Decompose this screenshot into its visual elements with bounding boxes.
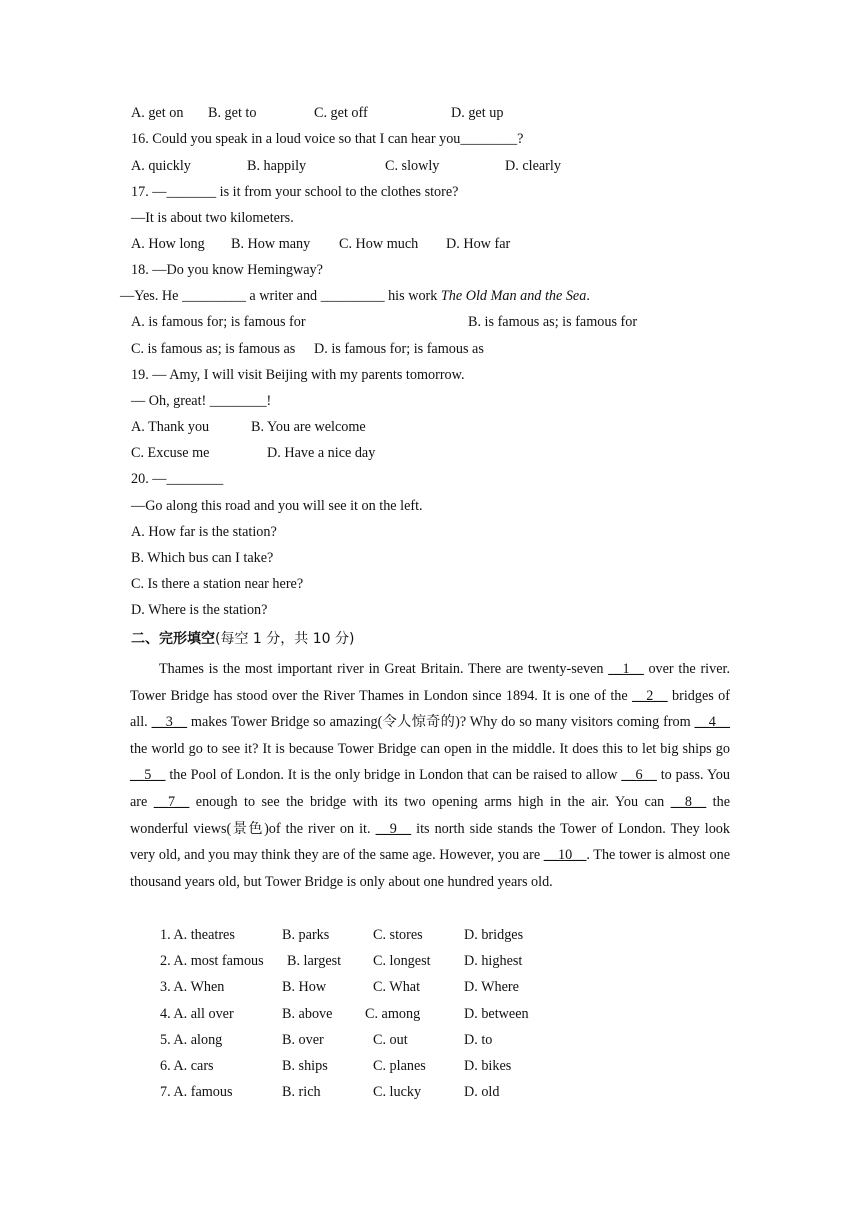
cloze-blank: __2__ — [632, 687, 668, 704]
q16-stem: 16. Could you speak in a loud voice so that I can hear you________? — [131, 131, 524, 147]
q15-option-d: D. get up — [451, 105, 504, 121]
cloze-blank: __5__ — [130, 767, 166, 784]
q19-stem: 19. — Amy, I will visit Beijing with my parents tomorrow. — [131, 367, 465, 383]
cloze-option-6-d: D. bikes — [464, 1058, 512, 1074]
cloze-option-5-d: D. to — [464, 1031, 493, 1048]
cloze-blank: __9__ — [375, 820, 412, 837]
cloze-heading-title: 二、完形填空 — [131, 631, 215, 647]
cloze-option-2-c: C. longest — [373, 953, 431, 970]
cloze-option-6-c: C. planes — [373, 1058, 426, 1074]
cloze-option-3-a: 3. A. When — [160, 979, 225, 996]
q16-option-d: D. clearly — [505, 158, 561, 174]
cloze-option-2-a: 2. A. most famous — [160, 953, 264, 970]
q18-option-c: C. is famous as; is famous as — [131, 341, 296, 357]
q18-option-a: A. is famous for; is famous for — [131, 314, 306, 330]
passage-text: its north side stands the Tower of London. They look very old, and you may think they are of the same age. However, you are — [130, 820, 730, 864]
passage-text: enough to see the bridge with its two opening arms high in the air. You can — [189, 793, 671, 810]
cloze-option-1-d: D. bridges — [464, 927, 524, 943]
passage-text: over the river. Tower Bridge has stood over the River Thames in London since 1894. It is one of the — [130, 661, 730, 704]
q18-reply-end: . — [586, 288, 590, 304]
cloze-option-2-b: B. largest — [287, 953, 342, 970]
cloze-option-7-d: D. old — [464, 1084, 500, 1101]
q18-book-title: The Old Man and the Sea — [440, 288, 587, 304]
cloze-option-5-a: 5. A. along — [160, 1031, 223, 1048]
cloze-blank: __3__ — [151, 714, 188, 731]
passage-text: Thames is the most important river in Great Britain. There are twenty-seven — [159, 661, 609, 677]
q20-reply: —Go along this road and you will see it on the left. — [131, 498, 423, 514]
passage-text: the wonderful views(景色)of the river on it. — [130, 793, 730, 837]
q16-option-a: A. quickly — [131, 158, 191, 174]
cloze-option-7-c: C. lucky — [373, 1084, 422, 1101]
cloze-section-heading — [131, 628, 354, 648]
cloze-blank: __4__ — [694, 714, 730, 731]
q18-option-b: B. is famous as; is famous for — [468, 314, 638, 330]
cloze-blank: __6__ — [621, 767, 657, 784]
q18-reply-text: —Yes. He _________ a writer and _________ his work — [120, 288, 441, 304]
passage-text: . The tower is almost one thousand years old, but Tower Bridge is only about one hundred years old. — [130, 847, 730, 890]
q20-stem: 20. —________ — [131, 471, 224, 487]
q20-option-b: B. Which bus can I take? — [131, 550, 274, 566]
q20-option-a: A. How far is the station? — [131, 524, 277, 540]
q17-option-c: C. How much — [339, 236, 419, 252]
cloze-blank: __7__ — [153, 793, 190, 810]
cloze-blank: __10__ — [543, 847, 587, 864]
q18-option-d: D. is famous for; is famous as — [314, 341, 484, 357]
cloze-option-1-b: B. parks — [282, 927, 330, 943]
cloze-option-1-c: C. stores — [373, 927, 423, 943]
cloze-option-2-d: D. highest — [464, 953, 523, 970]
cloze-blank: __1__ — [608, 661, 644, 677]
cloze-option-3-d: D. Where — [464, 979, 519, 996]
q19-option-c: C. Excuse me — [131, 445, 210, 461]
cloze-option-6-b: B. ships — [282, 1058, 328, 1074]
cloze-option-4-d: D. between — [464, 1005, 529, 1022]
cloze-option-4-b: B. above — [282, 1005, 333, 1022]
q20-option-c: C. Is there a station near here? — [131, 576, 304, 592]
passage-text: makes Tower Bridge so amazing(令人惊奇的)? Why do so many visitors coming from — [187, 714, 695, 731]
q18-reply — [120, 287, 590, 305]
q19-option-b: B. You are welcome — [251, 419, 366, 435]
cloze-passage — [130, 656, 730, 895]
q15-option-b: B. get to — [208, 105, 257, 121]
cloze-option-6-a: 6. A. cars — [160, 1058, 214, 1074]
q19-reply: — Oh, great! ________! — [131, 393, 272, 409]
cloze-option-5-c: C. out — [373, 1031, 408, 1048]
q20-option-d: D. Where is the station? — [131, 602, 268, 618]
passage-text: the Pool of London. It is the only bridge in London that can be raised to allow — [165, 767, 622, 784]
cloze-option-3-b: B. How — [282, 979, 327, 996]
q15-option-c: C. get off — [314, 105, 368, 121]
cloze-option-3-c: C. What — [373, 979, 421, 996]
passage-text: bridges of all. — [130, 687, 730, 731]
cloze-heading-score: (每空 1 分，共 10 分) — [215, 631, 355, 647]
cloze-option-7-b: B. rich — [282, 1084, 321, 1101]
q19-option-a: A. Thank you — [131, 419, 210, 435]
passage-text: to pass. You are — [130, 767, 730, 810]
q15-option-a: A. get on — [131, 105, 184, 121]
q17-option-d: D. How far — [446, 236, 511, 252]
q19-option-d: D. Have a nice day — [267, 445, 376, 461]
q17-stem: 17. —_______ is it from your school to the clothes store? — [131, 184, 459, 200]
cloze-option-1-a: 1. A. theatres — [160, 927, 235, 943]
q16-option-c: C. slowly — [385, 158, 440, 174]
cloze-option-4-c: C. among — [365, 1005, 421, 1022]
q17-option-b: B. How many — [231, 236, 311, 252]
cloze-option-4-a: 4. A. all over — [160, 1005, 234, 1022]
passage-text: the world go to see it? It is because Tower Bridge can open in the middle. It does this to let big ships go — [130, 740, 730, 757]
q17-reply: —It is about two kilometers. — [131, 210, 294, 226]
q16-option-b: B. happily — [247, 158, 307, 174]
q17-option-a: A. How long — [131, 236, 205, 252]
cloze-option-5-b: B. over — [282, 1031, 324, 1048]
q18-stem: 18. —Do you know Hemingway? — [131, 262, 323, 278]
cloze-option-7-a: 7. A. famous — [160, 1084, 233, 1101]
cloze-blank: __8__ — [670, 793, 707, 810]
